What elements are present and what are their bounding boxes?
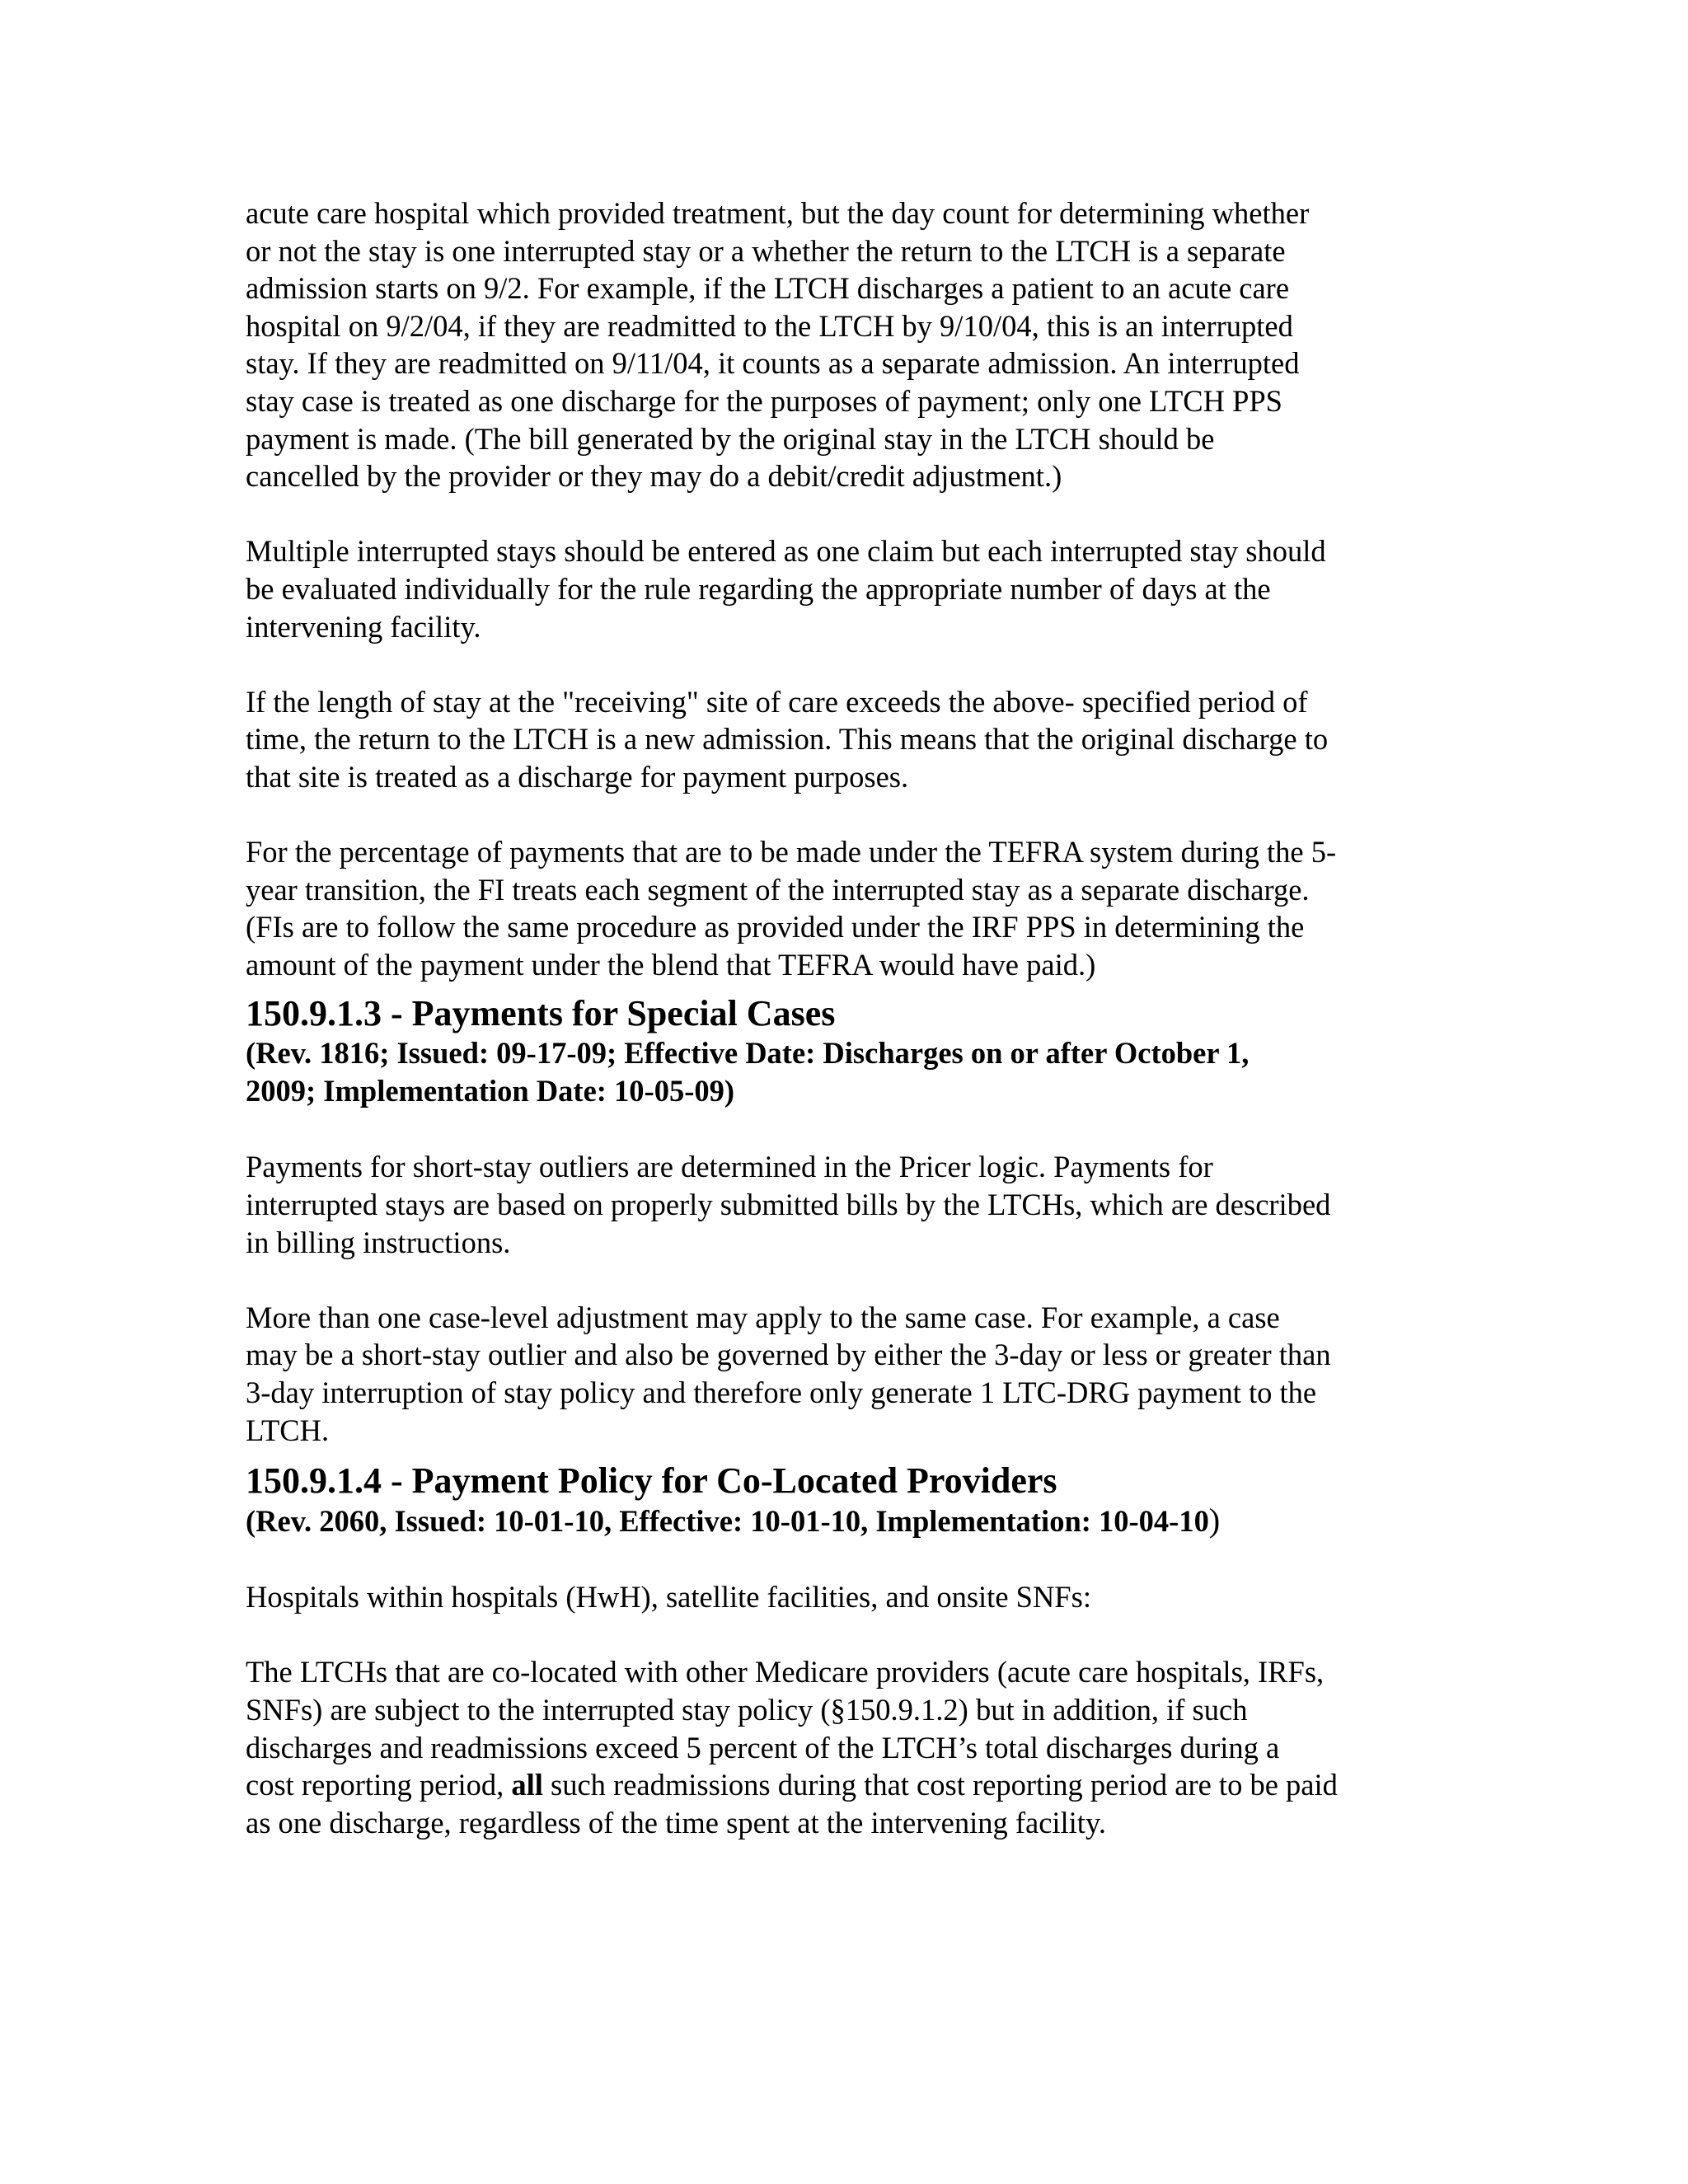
text-line: admission starts on 9/2. For example, if the LTCH discharges a patient to an acute care — [246, 271, 1290, 306]
text-line: For the percentage of payments that are to be made under the TEFRA system during the 5- — [246, 835, 1337, 869]
text-line: discharges and readmissions exceed 5 percent of the LTCH’s total discharges during a — [246, 1730, 1280, 1765]
text-line: payment is made. (The bill generated by the original stay in the LTCH should be — [246, 421, 1215, 456]
paragraph-length-of-stay — [246, 683, 1449, 796]
text-line: may be a short-stay outlier and also be governed by either the 3-day or less or greater than — [246, 1338, 1331, 1372]
text-line: acute care hospital which provided treatment, but the day count for determining whether — [246, 196, 1310, 230]
paragraph-hwh-intro — [246, 1578, 1449, 1616]
text-line: or not the stay is one interrupted stay or a whether the return to the LTCH is a separate — [246, 233, 1286, 268]
text-line: (Rev. 1816; Issued: 09-17-09; Effective Date: Discharges on or after October 1, — [246, 1036, 1250, 1071]
text-line-part: cost reporting period, — [246, 1768, 512, 1802]
text-line: (FIs are to follow the same procedure as provided under the IRF PPS in determining the — [246, 910, 1305, 944]
paragraph-tefra-transition — [246, 833, 1449, 983]
text-line: interrupted stays are based on properly submitted bills by the LTCHs, which are described — [246, 1188, 1331, 1222]
text-line: that site is treated as a discharge for payment purposes. — [246, 759, 909, 794]
paragraph-multiple-interrupted-stays — [246, 532, 1449, 645]
section-co-located-providers — [246, 1460, 1449, 1540]
text-line: If the length of stay at the "receiving" site of care exceeds the above- specified period of — [246, 684, 1308, 719]
revision-info — [246, 1502, 1449, 1540]
section-heading: 150.9.1.3 - Payments for Special Cases — [246, 993, 836, 1034]
text-line: Payments for short-stay outliers are determined in the Pricer logic. Payments for — [246, 1150, 1213, 1184]
emphasis-all: all — [511, 1768, 543, 1802]
text-line: SNFs) are subject to the interrupted stay policy (§150.9.1.2) but in addition, if such — [246, 1693, 1248, 1727]
text-line: 3-day interruption of stay policy and therefore only generate 1 LTC-DRG payment to the — [246, 1376, 1317, 1410]
text-line: in billing instructions. — [246, 1225, 511, 1259]
text-line: The LTCHs that are co-located with other Medicare providers (acute care hospitals, IRFs, — [246, 1655, 1325, 1690]
section-heading: 150.9.1.4 - Payment Policy for Co-Located Providers — [246, 1460, 1057, 1502]
text-line: More than one case-level adjustment may apply to the same case. For example, a case — [246, 1300, 1280, 1334]
text-line: year transition, the FI treats each segment of the interrupted stay as a separate discharge. — [246, 872, 1310, 907]
text-line: LTCH. — [246, 1413, 330, 1447]
text-line: Multiple interrupted stays should be entered as one claim but each interrupted stay should — [246, 534, 1326, 569]
text-line: 2009; Implementation Date: 10-05-09) — [246, 1074, 735, 1108]
paragraph-case-level-adjustment — [246, 1299, 1449, 1449]
text-line: hospital on 9/2/04, if they are readmitted to the LTCH by 9/10/04, this is an interrupted — [246, 308, 1293, 343]
text-line: intervening facility. — [246, 609, 481, 644]
text-line: Hospitals within hospitals (HwH), satellite facilities, and onsite SNFs: — [246, 1580, 1091, 1615]
text-line: be evaluated individually for the rule regarding the appropriate number of days at the — [246, 571, 1271, 606]
section-payments-special-cases — [246, 993, 1449, 1110]
paragraph-interrupted-stay-day-count — [246, 194, 1449, 495]
text-line: cancelled by the provider or they may do a debit/credit adjustment.) — [246, 459, 1062, 494]
text-line: stay case is treated as one discharge for the purposes of payment; only one LTCH PPS — [246, 383, 1282, 418]
text-line: time, the return to the LTCH is a new admission. This means that the original discharge to — [246, 722, 1329, 757]
text-line: (Rev. 2060, Issued: 10-01-10, Effective: 10-01-10, Implementation: 10-04-10 — [246, 1504, 1209, 1539]
revision-info — [246, 1034, 1449, 1110]
text-line: stay. If they are readmitted on 9/11/04, it counts as a separate admission. An interrupted — [246, 346, 1300, 381]
document-page — [246, 194, 1449, 1841]
paragraph-co-located-policy — [246, 1653, 1449, 1841]
text-line: as one discharge, regardless of the time spent at the intervening facility. — [246, 1805, 1106, 1840]
paragraph-short-stay-outliers — [246, 1148, 1449, 1261]
text-line: amount of the payment under the blend that TEFRA would have paid.) — [246, 947, 1096, 982]
closing-paren: ) — [1208, 1502, 1221, 1540]
text-line-part: such readmissions during that cost reporting period are to be paid — [542, 1768, 1338, 1802]
